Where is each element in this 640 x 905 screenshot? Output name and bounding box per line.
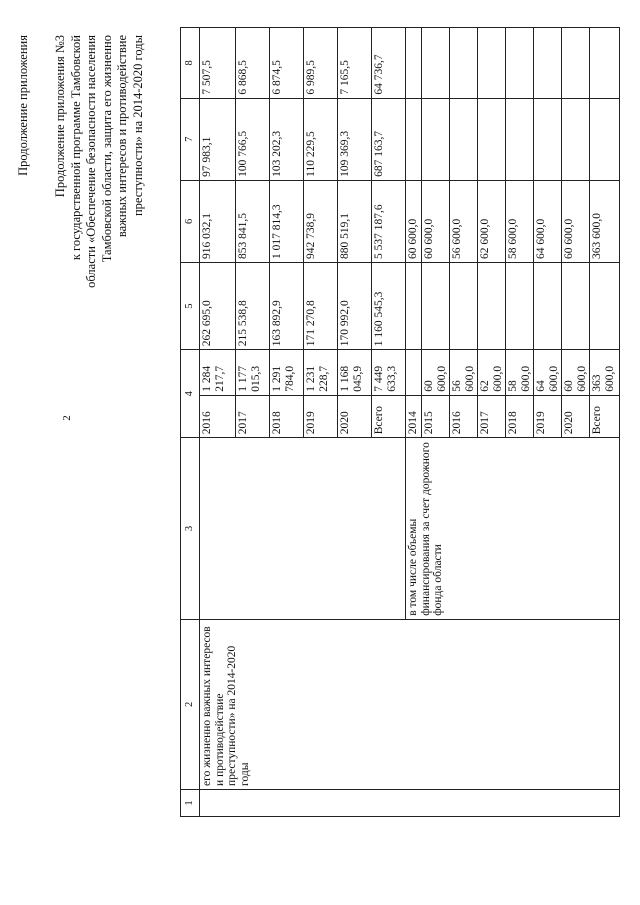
cell-c6: 60 600,0 <box>562 180 590 262</box>
cell-c8: 6 874,5 <box>270 28 304 99</box>
year-cell: 2015 <box>422 395 450 438</box>
cell-c6: 62 600,0 <box>478 180 506 262</box>
cell-c7: 687 163,7 <box>372 98 406 180</box>
cell-c8: 6 868,5 <box>236 28 270 99</box>
year-cell: Всего <box>372 395 406 438</box>
cell-c8 <box>406 28 422 99</box>
column-number-row <box>181 28 200 817</box>
cell-c4: 60 600,0 <box>422 350 450 395</box>
cell-c6: 880 519,1 <box>338 180 372 262</box>
cell-c6: 56 600,0 <box>450 180 478 262</box>
cell-c8 <box>450 28 478 99</box>
year-cell: 2016 <box>450 395 478 438</box>
cell-c7 <box>450 98 478 180</box>
cell-c7: 100 766,5 <box>236 98 270 180</box>
cell-c6: 60 600,0 <box>406 180 422 262</box>
cell-c5: 171 270,8 <box>304 263 338 350</box>
year-cell: 2016 <box>200 395 236 438</box>
cell-c7: 109 369,3 <box>338 98 372 180</box>
year-cell: 2018 <box>270 395 304 438</box>
subtitle-line: области «Обеспечение безопасности населения <box>84 35 98 288</box>
cell-c5 <box>478 263 506 350</box>
cell-c7 <box>534 98 562 180</box>
cell-col3 <box>200 438 406 620</box>
cell-c8: 7 507,5 <box>200 28 236 99</box>
subtitle-line: Продолжение приложения №3 <box>53 35 67 198</box>
cell-c7 <box>478 98 506 180</box>
cell-c7 <box>506 98 534 180</box>
cell-c8: 7 165,5 <box>338 28 372 99</box>
cell-c4: 60 600,0 <box>562 350 590 395</box>
year-cell: 2019 <box>304 395 338 438</box>
column-number: 5 <box>181 263 200 350</box>
cell-c5 <box>450 263 478 350</box>
column-number: 7 <box>181 98 200 180</box>
cell-c7 <box>406 98 422 180</box>
year-cell: 2019 <box>534 395 562 438</box>
year-cell: 2017 <box>478 395 506 438</box>
cell-c5 <box>422 263 450 350</box>
cell-c4: 1 291 784,0 <box>270 350 304 395</box>
financing-table <box>180 27 620 817</box>
appendix-title: Продолжение приложения <box>16 35 30 176</box>
cell-c4: 62 600,0 <box>478 350 506 395</box>
cell-c6: 1 017 814,3 <box>270 180 304 262</box>
cell-c7: 103 202,3 <box>270 98 304 180</box>
cell-c6: 58 600,0 <box>506 180 534 262</box>
cell-c5: 1 160 545,3 <box>372 263 406 350</box>
road-fund-label: в том числе объемы финансирования за счет дорожного фонда области <box>406 438 620 620</box>
cell-c4 <box>406 350 422 395</box>
cell-c8 <box>534 28 562 99</box>
program-name-cell: его жизненно важных интересов и противодействие преступности» на 2014-2020 годы <box>200 619 620 789</box>
column-number: 4 <box>181 350 200 438</box>
cell-c5 <box>534 263 562 350</box>
cell-c4: 1 284 217,7 <box>200 350 236 395</box>
table-row <box>200 28 236 817</box>
cell-c4: 58 600,0 <box>506 350 534 395</box>
subtitle-line: преступности» на 2014-2020 годы <box>130 35 145 217</box>
year-cell: 2017 <box>236 395 270 438</box>
column-number: 3 <box>181 438 200 620</box>
year-cell: 2020 <box>562 395 590 438</box>
column-number: 6 <box>181 180 200 262</box>
year-cell: 2014 <box>406 395 422 438</box>
column-number: 1 <box>181 789 200 816</box>
cell-c4: 1 177 015,3 <box>236 350 270 395</box>
cell-c6: 363 600,0 <box>590 180 620 262</box>
cell-c5 <box>562 263 590 350</box>
cell-c4: 56 600,0 <box>450 350 478 395</box>
cell-c8: 64 736,7 <box>372 28 406 99</box>
cell-c4: 1 231 228,7 <box>304 350 338 395</box>
cell-c7 <box>422 98 450 180</box>
appendix-subtitle <box>53 35 146 695</box>
cell-c7 <box>590 98 620 180</box>
cell-c6: 853 841,5 <box>236 180 270 262</box>
cell-c4: 363 600,0 <box>590 350 620 395</box>
subtitle-line: важных интересов и противодействие <box>115 35 129 238</box>
cell-c5 <box>406 263 422 350</box>
cell-c7: 97 983,1 <box>200 98 236 180</box>
cell-c5: 170 992,0 <box>338 263 372 350</box>
cell-c5: 215 538,8 <box>236 263 270 350</box>
cell-c4: 1 168 045,9 <box>338 350 372 395</box>
cell-c6: 60 600,0 <box>422 180 450 262</box>
cell-c8: 6 989,5 <box>304 28 338 99</box>
cell-c6: 916 032,1 <box>200 180 236 262</box>
column-number: 2 <box>181 619 200 789</box>
subtitle-line: Тамбовской области, защита его жизненно <box>99 35 114 263</box>
cell-c8 <box>478 28 506 99</box>
subtitle-line: к государственной программе Тамбовской <box>68 35 83 261</box>
cell-c5: 262 695,0 <box>200 263 236 350</box>
cell-c4: 64 600,0 <box>534 350 562 395</box>
cell-c7: 110 229,5 <box>304 98 338 180</box>
cell-c7 <box>562 98 590 180</box>
cell-c8 <box>590 28 620 99</box>
cell-c8 <box>562 28 590 99</box>
cell-c6: 942 738,9 <box>304 180 338 262</box>
cell-c5: 163 892,9 <box>270 263 304 350</box>
year-cell: 2020 <box>338 395 372 438</box>
year-cell: 2018 <box>506 395 534 438</box>
cell-c5 <box>506 263 534 350</box>
cell-c5 <box>590 263 620 350</box>
cell-c6: 64 600,0 <box>534 180 562 262</box>
cell-c8 <box>422 28 450 99</box>
cell-col1 <box>200 789 620 816</box>
page-number: 2 <box>60 415 73 421</box>
cell-c8 <box>506 28 534 99</box>
year-cell: Всего <box>590 395 620 438</box>
cell-c4: 7 449 633,3 <box>372 350 406 395</box>
cell-c6: 5 537 187,6 <box>372 180 406 262</box>
column-number: 8 <box>181 28 200 99</box>
